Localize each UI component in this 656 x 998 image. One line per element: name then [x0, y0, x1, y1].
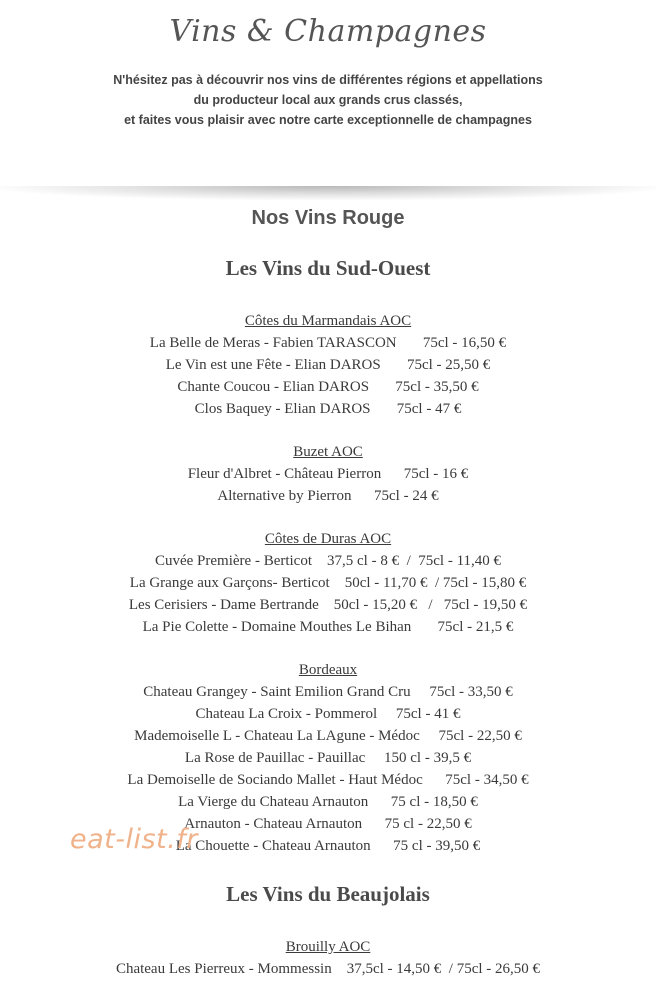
wine-item: Clos Baquey - Elian DAROS 75cl - 47 €: [194, 401, 462, 417]
wine-item: Mademoiselle L - Chateau La LAgune - Médoc 75cl - 22,50 €: [134, 728, 522, 744]
intro-line: et faites vous plaisir avec notre carte exceptionnelle de champagnes: [124, 113, 532, 127]
wine-item: Les Cerisiers - Dame Bertrande 50cl - 15,20 € / 75cl - 19,50 €: [128, 597, 528, 613]
appellation-title: Bordeaux: [298, 662, 358, 678]
wine-item: Fleur d'Albret - Château Pierron 75cl - 16 €: [187, 466, 469, 482]
appellation-title: Côtes de Duras AOC: [264, 531, 392, 547]
wine-item: Arnauton - Chateau Arnauton 75 cl - 22,50 €: [184, 816, 472, 832]
wine-item: La Vierge du Chateau Arnauton 75 cl - 18,50 €: [178, 794, 478, 810]
appellation-title: Buzet AOC: [293, 444, 363, 460]
region-title: Les Vins du Beaujolais: [226, 882, 430, 906]
wine-item: Chateau Grangey - Saint Emilion Grand Cru 75cl - 33,50 €: [143, 684, 513, 700]
wine-item: Chante Coucou - Elian DAROS 75cl - 35,50 €: [177, 379, 479, 395]
wine-item: La Grange aux Garçons- Berticot 50cl - 11,70 € / 75cl - 15,80 €: [129, 575, 527, 591]
wine-item: La Pie Colette - Domaine Mouthes Le Bihan 75cl - 21,5 €: [142, 619, 514, 635]
wine-item: La Rose de Pauillac - Pauillac 150 cl - 39,5 €: [184, 750, 472, 766]
appellation-title: Côtes du Marmandais AOC: [244, 313, 412, 329]
intro-text: [0, 70, 656, 130]
region-title: Les Vins du Sud-Ouest: [225, 256, 431, 280]
wine-item: Cuvée Première - Berticot 37,5 cl - 8 € / 75cl - 11,40 €: [154, 553, 502, 569]
wine-item: La Belle de Meras - Fabien TARASCON 75cl - 16,50 €: [149, 335, 507, 351]
wine-item: Alternative by Pierron 75cl - 24 €: [217, 488, 439, 504]
brand-title: Vins & Champagnes: [169, 14, 487, 49]
wine-item: La Demoiselle de Sociando Mallet - Haut Médoc 75cl - 34,50 €: [127, 772, 529, 788]
watermark: eat-list.fr: [70, 824, 198, 855]
shadow-divider: [0, 186, 656, 200]
intro-line: N'hésitez pas à découvrir nos vins de différentes régions et appellations: [113, 73, 543, 87]
wine-item: La Chouette - Chateau Arnauton 75 cl - 39,50 €: [175, 838, 481, 854]
appellation-title: Brouilly AOC: [285, 939, 371, 955]
intro-line: du producteur local aux grands crus classés,: [193, 93, 463, 107]
wine-item: Le Vin est une Fête - Elian DAROS 75cl - 25,50 €: [165, 357, 491, 373]
wine-item: Chateau Les Pierreux - Mommessin 37,5cl - 14,50 € / 75cl - 26,50 €: [115, 961, 541, 977]
wine-item: Chateau La Croix - Pommerol 75cl - 41 €: [195, 706, 461, 722]
section-title: Nos Vins Rouge: [251, 207, 405, 229]
